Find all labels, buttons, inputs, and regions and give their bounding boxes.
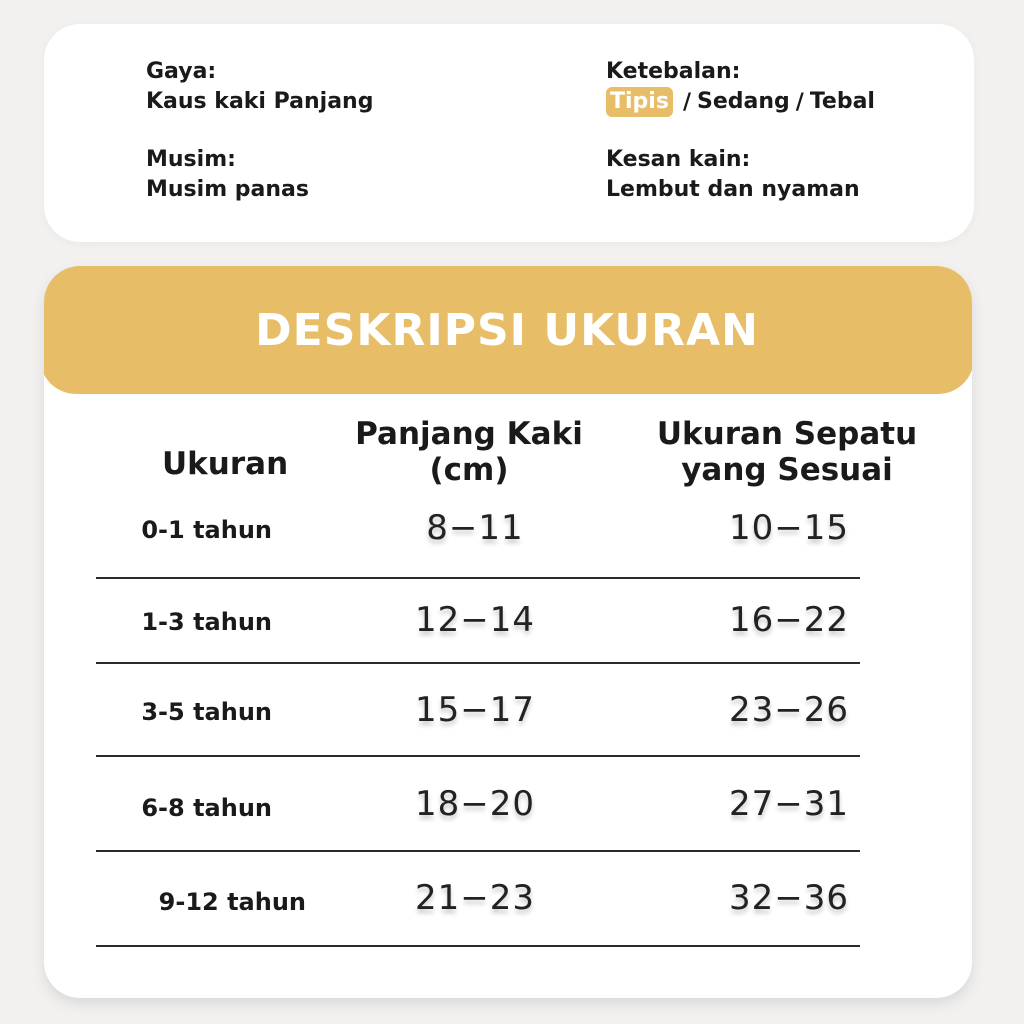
row-shoe-size: 23−26	[728, 690, 849, 730]
fabric-value: Lembut dan nyaman	[606, 177, 860, 202]
style-info	[146, 57, 373, 117]
column-header-shoe-size-line1: Ukuran Sepatu	[656, 416, 918, 452]
thickness-option: Sedang	[696, 89, 790, 114]
size-description-card	[44, 266, 972, 998]
fabric-info	[606, 145, 860, 205]
row-age: 9-12 tahun	[158, 888, 306, 916]
season-value: Musim panas	[146, 177, 309, 202]
season-label: Musim:	[146, 147, 236, 172]
season-info	[146, 145, 309, 205]
row-divider	[96, 850, 860, 852]
column-header-size: Ukuran	[162, 446, 289, 482]
row-divider	[96, 755, 860, 757]
column-header-shoe-size	[632, 416, 942, 488]
row-shoe-size: 27−31	[728, 784, 849, 824]
thickness-option-selected: Tipis	[606, 87, 673, 117]
thickness-option: Tebal	[809, 89, 875, 114]
column-header-foot-length-line1: Panjang Kaki	[355, 416, 583, 452]
product-info-card	[44, 24, 974, 242]
row-age: 0-1 tahun	[141, 516, 272, 544]
thickness-info	[606, 57, 875, 117]
column-header-foot-length-line2: (cm)	[429, 452, 509, 488]
thickness-separator: /	[795, 89, 804, 115]
thickness-label: Ketebalan:	[606, 59, 741, 84]
size-header	[44, 266, 972, 394]
row-age: 3-5 tahun	[141, 698, 272, 726]
row-age: 1-3 tahun	[141, 608, 272, 636]
row-foot-length: 18−20	[414, 784, 535, 824]
row-foot-length: 8−11	[426, 508, 524, 548]
row-shoe-size: 16−22	[728, 600, 849, 640]
row-divider	[96, 945, 860, 947]
row-divider	[96, 577, 860, 579]
thickness-options	[606, 87, 875, 117]
row-age: 6-8 tahun	[141, 794, 272, 822]
style-value: Kaus kaki Panjang	[146, 89, 374, 114]
row-divider	[96, 662, 860, 664]
style-label: Gaya:	[146, 59, 217, 84]
thickness-separator: /	[682, 89, 691, 115]
row-shoe-size: 32−36	[728, 878, 849, 918]
column-header-foot-length	[330, 416, 608, 488]
column-header-shoe-size-line2: yang Sesuai	[681, 452, 893, 488]
row-foot-length: 21−23	[414, 878, 535, 918]
row-foot-length: 12−14	[414, 600, 535, 640]
size-title: DESKRIPSI UKURAN	[255, 304, 759, 356]
row-foot-length: 15−17	[414, 690, 535, 730]
fabric-label: Kesan kain:	[606, 147, 751, 172]
row-shoe-size: 10−15	[728, 508, 849, 548]
